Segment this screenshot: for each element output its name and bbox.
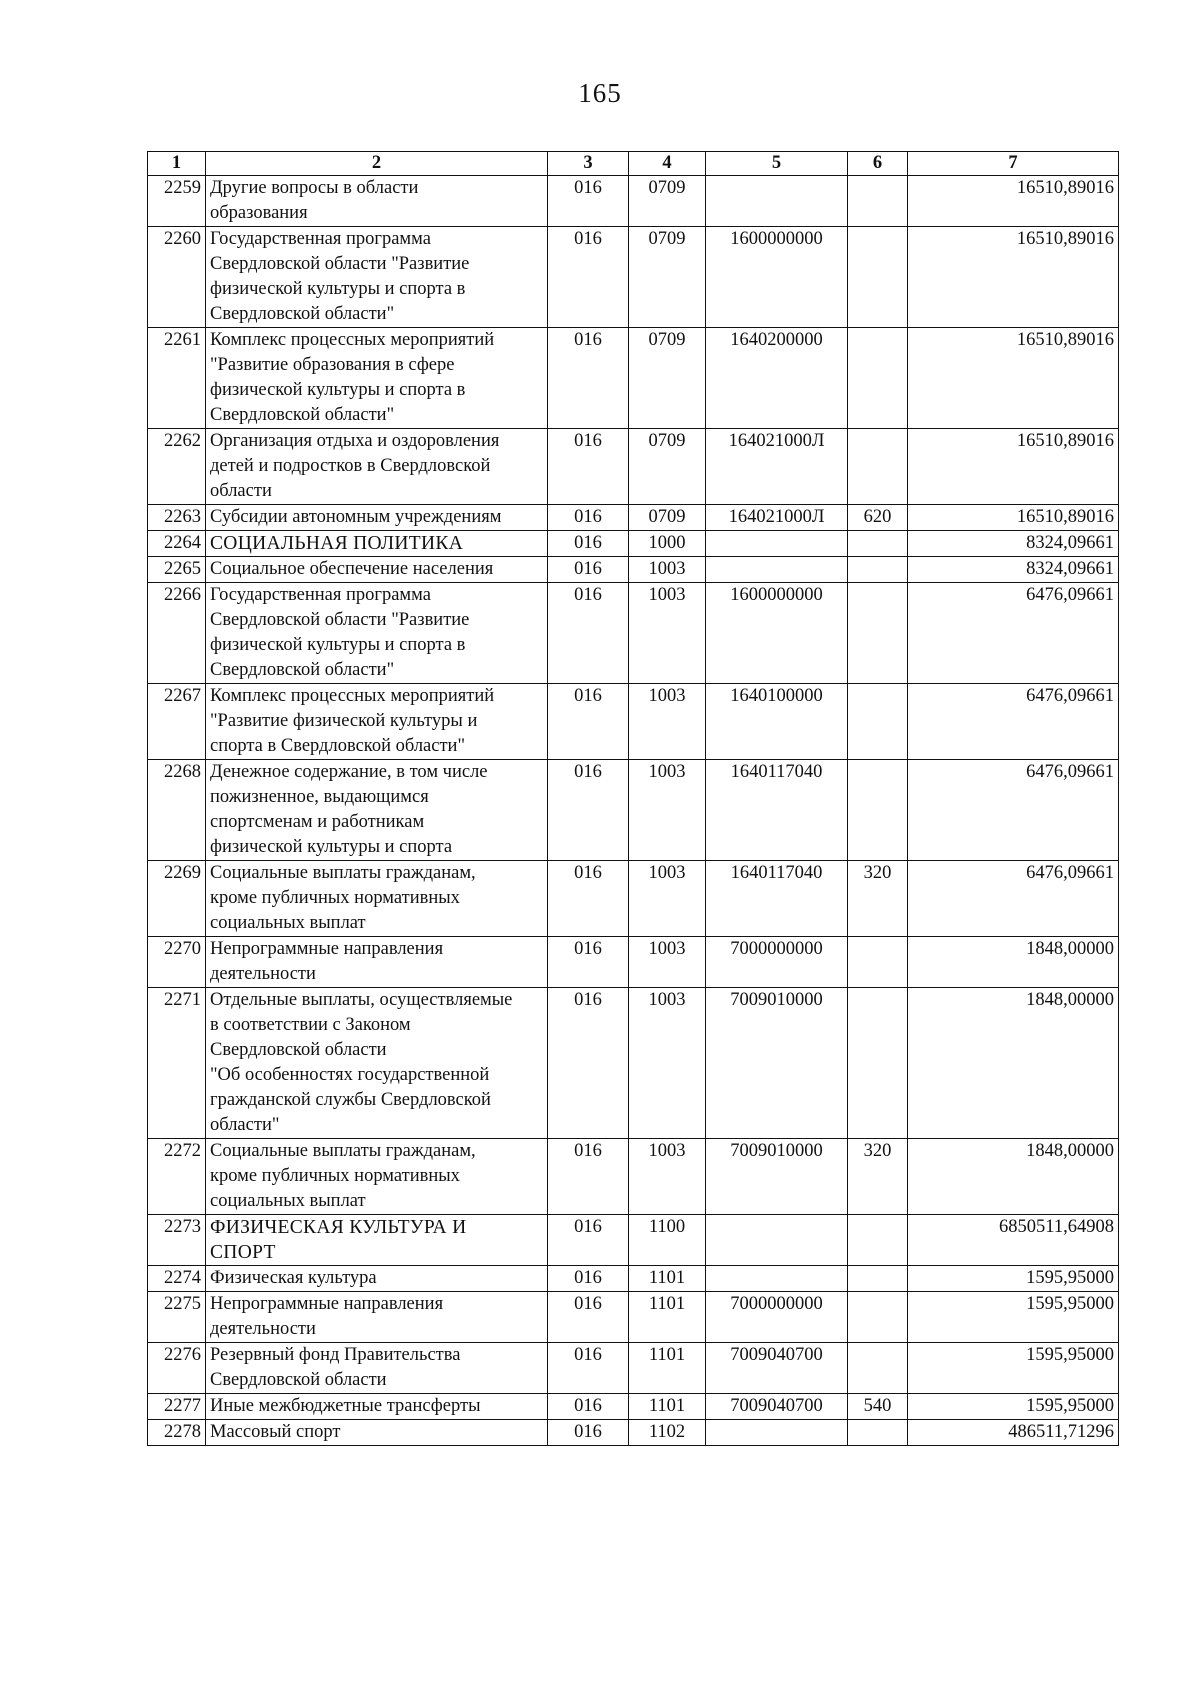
table-row [148, 505, 1119, 531]
expense-type-cell [848, 176, 908, 227]
row-number-cell: 2261 [148, 328, 206, 429]
row-number-cell: 2268 [148, 760, 206, 861]
table-row [148, 937, 1119, 988]
expense-type-cell [848, 531, 908, 557]
row-number-cell: 2265 [148, 557, 206, 583]
description-cell: Другие вопросы в области образования [206, 176, 548, 227]
amount-cell: 16510,89016 [908, 176, 1119, 227]
admin-code-cell: 016 [548, 505, 629, 531]
target-code-cell: 1640117040 [706, 760, 848, 861]
target-code-cell: 7000000000 [706, 1292, 848, 1343]
expense-type-cell [848, 1266, 908, 1292]
description-cell: Социальные выплаты гражданам, кроме публичных нормативных социальных выплат [206, 861, 548, 937]
expense-type-cell [848, 328, 908, 429]
table-row [148, 1343, 1119, 1394]
target-code-cell: 1640200000 [706, 328, 848, 429]
description-cell: Субсидии автономным учреждениям [206, 505, 548, 531]
admin-code-cell: 016 [548, 557, 629, 583]
column-header: 3 [548, 152, 629, 176]
table-row [148, 429, 1119, 505]
section-code-cell: 0709 [629, 429, 706, 505]
expense-type-cell [848, 1420, 908, 1446]
section-code-cell: 1003 [629, 557, 706, 583]
table-row [148, 1420, 1119, 1446]
row-number-cell: 2278 [148, 1420, 206, 1446]
target-code-cell: 1640117040 [706, 861, 848, 937]
admin-code-cell: 016 [548, 1394, 629, 1420]
section-code-cell: 0709 [629, 505, 706, 531]
expense-type-cell [848, 557, 908, 583]
admin-code-cell: 016 [548, 1343, 629, 1394]
amount-cell: 8324,09661 [908, 531, 1119, 557]
expense-type-cell [848, 429, 908, 505]
description-cell: СОЦИАЛЬНАЯ ПОЛИТИКА [206, 531, 548, 557]
target-code-cell [706, 557, 848, 583]
description-cell: Отдельные выплаты, осуществляемые в соответствии с Законом Свердловской области "Об особенностях государственной гражданской службы Свердловской области" [206, 988, 548, 1139]
section-code-cell: 0709 [629, 227, 706, 328]
target-code-cell: 164021000Л [706, 429, 848, 505]
section-code-cell: 1003 [629, 937, 706, 988]
page-number: 165 [578, 78, 622, 108]
table-row [148, 531, 1119, 557]
row-number-cell: 2272 [148, 1139, 206, 1215]
row-number-cell: 2263 [148, 505, 206, 531]
row-number-cell: 2264 [148, 531, 206, 557]
section-code-cell: 0709 [629, 328, 706, 429]
admin-code-cell: 016 [548, 531, 629, 557]
description-cell: Комплекс процессных мероприятий "Развитие физической культуры и спорта в Свердловской области" [206, 684, 548, 760]
section-code-cell: 1000 [629, 531, 706, 557]
table-row [148, 1394, 1119, 1420]
row-number-cell: 2275 [148, 1292, 206, 1343]
section-code-cell: 1003 [629, 583, 706, 684]
budget-table [147, 151, 1119, 1446]
header-row [148, 152, 1119, 176]
table-row [148, 861, 1119, 937]
description-cell: Государственная программа Свердловской области "Развитие физической культуры и спорта в Свердловской области" [206, 583, 548, 684]
target-code-cell: 7009040700 [706, 1343, 848, 1394]
target-code-cell: 164021000Л [706, 505, 848, 531]
description-cell: Непрограммные направления деятельности [206, 1292, 548, 1343]
row-number-cell: 2273 [148, 1215, 206, 1266]
section-code-cell: 1003 [629, 861, 706, 937]
column-header: 5 [706, 152, 848, 176]
description-cell: Комплекс процессных мероприятий "Развитие образования в сфере физической культуры и спорта в Свердловской области" [206, 328, 548, 429]
admin-code-cell: 016 [548, 988, 629, 1139]
row-number-cell: 2277 [148, 1394, 206, 1420]
row-number-cell: 2266 [148, 583, 206, 684]
description-cell: Непрограммные направления деятельности [206, 937, 548, 988]
expense-type-cell [848, 937, 908, 988]
expense-type-cell [848, 227, 908, 328]
section-code-cell: 1003 [629, 1139, 706, 1215]
expense-type-cell [848, 1215, 908, 1266]
expense-type-cell: 320 [848, 1139, 908, 1215]
row-number-cell: 2259 [148, 176, 206, 227]
section-code-cell: 1102 [629, 1420, 706, 1446]
section-code-cell: 1003 [629, 684, 706, 760]
target-code-cell: 1640100000 [706, 684, 848, 760]
amount-cell: 6476,09661 [908, 760, 1119, 861]
column-header: 6 [848, 152, 908, 176]
admin-code-cell: 016 [548, 429, 629, 505]
description-cell: Социальное обеспечение населения [206, 557, 548, 583]
admin-code-cell: 016 [548, 176, 629, 227]
amount-cell: 1848,00000 [908, 937, 1119, 988]
amount-cell: 1848,00000 [908, 988, 1119, 1139]
target-code-cell: 1600000000 [706, 583, 848, 684]
description-cell: Физическая культура [206, 1266, 548, 1292]
target-code-cell: 7009010000 [706, 988, 848, 1139]
table-row [148, 1139, 1119, 1215]
description-cell: Массовый спорт [206, 1420, 548, 1446]
expense-type-cell: 540 [848, 1394, 908, 1420]
description-cell: ФИЗИЧЕСКАЯ КУЛЬТУРА И СПОРТ [206, 1215, 548, 1266]
section-code-cell: 1101 [629, 1266, 706, 1292]
column-header: 7 [908, 152, 1119, 176]
admin-code-cell: 016 [548, 328, 629, 429]
expense-type-cell [848, 760, 908, 861]
expense-type-cell: 620 [848, 505, 908, 531]
table-row [148, 684, 1119, 760]
target-code-cell [706, 1420, 848, 1446]
amount-cell: 486511,71296 [908, 1420, 1119, 1446]
row-number-cell: 2270 [148, 937, 206, 988]
amount-cell: 1595,95000 [908, 1292, 1119, 1343]
amount-cell: 1595,95000 [908, 1266, 1119, 1292]
amount-cell: 6476,09661 [908, 583, 1119, 684]
admin-code-cell: 016 [548, 760, 629, 861]
section-code-cell: 1003 [629, 988, 706, 1139]
expense-type-cell [848, 1292, 908, 1343]
admin-code-cell: 016 [548, 861, 629, 937]
table-row [148, 1292, 1119, 1343]
admin-code-cell: 016 [548, 1215, 629, 1266]
admin-code-cell: 016 [548, 1266, 629, 1292]
target-code-cell: 7009040700 [706, 1394, 848, 1420]
table-row [148, 760, 1119, 861]
target-code-cell [706, 531, 848, 557]
amount-cell: 1848,00000 [908, 1139, 1119, 1215]
row-number-cell: 2269 [148, 861, 206, 937]
row-number-cell: 2274 [148, 1266, 206, 1292]
description-cell: Резервный фонд Правительства Свердловской области [206, 1343, 548, 1394]
target-code-cell: 7000000000 [706, 937, 848, 988]
description-cell: Иные межбюджетные трансферты [206, 1394, 548, 1420]
target-code-cell [706, 176, 848, 227]
admin-code-cell: 016 [548, 1139, 629, 1215]
amount-cell: 6476,09661 [908, 684, 1119, 760]
table-row [148, 176, 1119, 227]
expense-type-cell: 320 [848, 861, 908, 937]
table-row [148, 227, 1119, 328]
description-cell: Организация отдыха и оздоровления детей и подростков в Свердловской области [206, 429, 548, 505]
admin-code-cell: 016 [548, 583, 629, 684]
row-number-cell: 2271 [148, 988, 206, 1139]
amount-cell: 8324,09661 [908, 557, 1119, 583]
expense-type-cell [848, 684, 908, 760]
amount-cell: 1595,95000 [908, 1394, 1119, 1420]
table-body [148, 176, 1119, 1446]
amount-cell: 16510,89016 [908, 429, 1119, 505]
target-code-cell [706, 1266, 848, 1292]
amount-cell: 16510,89016 [908, 505, 1119, 531]
admin-code-cell: 016 [548, 227, 629, 328]
column-header: 1 [148, 152, 206, 176]
row-number-cell: 2267 [148, 684, 206, 760]
target-code-cell: 1600000000 [706, 227, 848, 328]
table-row [148, 583, 1119, 684]
row-number-cell: 2276 [148, 1343, 206, 1394]
section-code-cell: 1003 [629, 760, 706, 861]
admin-code-cell: 016 [548, 1420, 629, 1446]
table-row [148, 988, 1119, 1139]
section-code-cell: 1100 [629, 1215, 706, 1266]
amount-cell: 16510,89016 [908, 227, 1119, 328]
section-code-cell: 1101 [629, 1292, 706, 1343]
admin-code-cell: 016 [548, 684, 629, 760]
expense-type-cell [848, 1343, 908, 1394]
expense-type-cell [848, 583, 908, 684]
amount-cell: 16510,89016 [908, 328, 1119, 429]
admin-code-cell: 016 [548, 1292, 629, 1343]
amount-cell: 6850511,64908 [908, 1215, 1119, 1266]
row-number-cell: 2262 [148, 429, 206, 505]
column-header: 4 [629, 152, 706, 176]
target-code-cell [706, 1215, 848, 1266]
column-header: 2 [206, 152, 548, 176]
row-number-cell: 2260 [148, 227, 206, 328]
description-cell: Денежное содержание, в том числе пожизненное, выдающимся спортсменам и работникам физической культуры и спорта [206, 760, 548, 861]
description-cell: Государственная программа Свердловской области "Развитие физической культуры и спорта в Свердловской области" [206, 227, 548, 328]
admin-code-cell: 016 [548, 937, 629, 988]
table-row [148, 557, 1119, 583]
table-row [148, 1266, 1119, 1292]
expense-type-cell [848, 988, 908, 1139]
target-code-cell: 7009010000 [706, 1139, 848, 1215]
section-code-cell: 0709 [629, 176, 706, 227]
description-cell: Социальные выплаты гражданам, кроме публичных нормативных социальных выплат [206, 1139, 548, 1215]
section-code-cell: 1101 [629, 1394, 706, 1420]
section-code-cell: 1101 [629, 1343, 706, 1394]
table-row [148, 1215, 1119, 1266]
table-row [148, 328, 1119, 429]
amount-cell: 6476,09661 [908, 861, 1119, 937]
amount-cell: 1595,95000 [908, 1343, 1119, 1394]
